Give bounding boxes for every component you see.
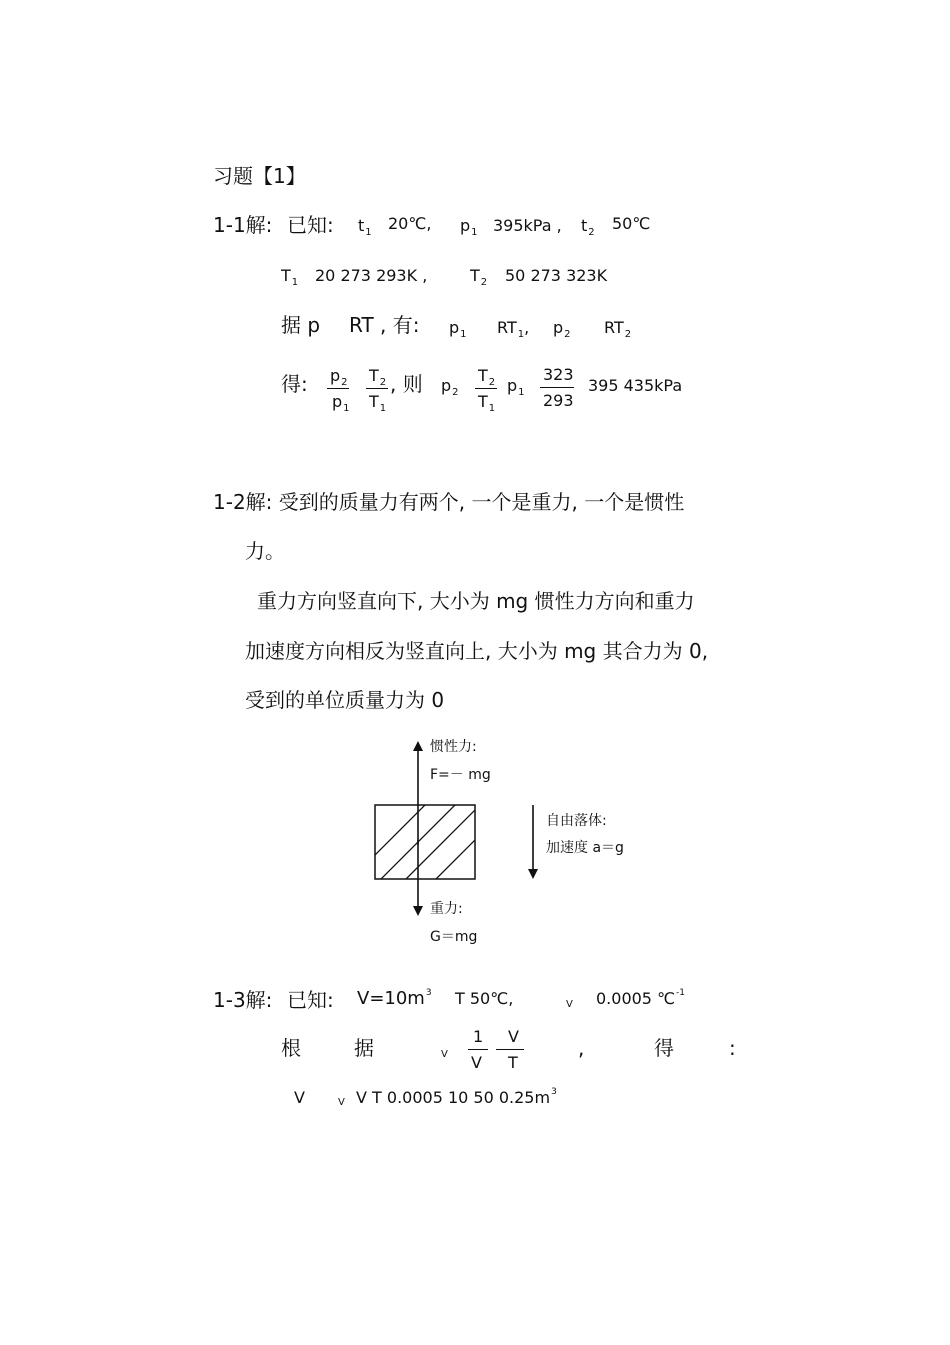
T2-symbol: $T_2$ bbox=[470, 266, 488, 288]
inertia-arrow bbox=[413, 741, 423, 845]
gravity-label: 重力: bbox=[430, 901, 463, 917]
volume-value: $V=10m^3$ bbox=[357, 988, 432, 1009]
problem-1-3-label: 1-3解: bbox=[213, 988, 273, 1012]
frac6-numerator: V bbox=[508, 1027, 519, 1046]
frac2-numerator: $T_2$ bbox=[369, 366, 387, 388]
T1-symbol: $T_1$ bbox=[281, 266, 299, 288]
known-label-3: 已知: bbox=[287, 988, 334, 1012]
frac2-denominator: $T_1$ bbox=[369, 392, 387, 414]
freefall-arrow bbox=[528, 805, 538, 879]
result-p1: $p_1$ bbox=[507, 376, 525, 398]
frac3-denominator: $T_1$ bbox=[478, 392, 496, 414]
t2-given: $t_2$ bbox=[581, 216, 595, 238]
frac1-numerator: $p_2$ bbox=[330, 366, 348, 388]
basis-text: 据 p bbox=[281, 313, 321, 337]
get-label: 得: bbox=[281, 372, 308, 396]
eq-rt2: $RT_2$ bbox=[604, 318, 632, 340]
frac6-denominator: T bbox=[508, 1053, 518, 1072]
inertia-force-label: 惯性力: bbox=[430, 739, 477, 755]
eq-rt1: $RT_1$, bbox=[497, 318, 530, 340]
rt-text: RT , 有: bbox=[349, 313, 420, 337]
falling-block bbox=[375, 805, 475, 879]
p1-given: $p_1$ bbox=[460, 216, 478, 238]
frac6-bar bbox=[496, 1049, 524, 1050]
page-title: 习题【1】 bbox=[213, 164, 306, 188]
calc-v: V bbox=[294, 1088, 305, 1107]
frac4-bar bbox=[540, 387, 574, 388]
comma-3: , bbox=[578, 1036, 585, 1060]
eq-p1: $p_1$ bbox=[449, 318, 467, 340]
result-p2: $p_2$ bbox=[441, 376, 459, 398]
force-diagram bbox=[360, 735, 660, 920]
frac4-numerator: 323 bbox=[543, 365, 574, 384]
t2-value: 50℃ bbox=[612, 214, 651, 233]
frac3-numerator: $T_2$ bbox=[478, 366, 496, 388]
t1-value: 20℃, bbox=[388, 214, 432, 233]
colon-3: : bbox=[729, 1036, 736, 1060]
problem-1-2-line2: 力。 bbox=[245, 539, 285, 563]
inertia-force-formula: F=－ mg bbox=[430, 767, 491, 783]
calc-result: V T 0.0005 10 50 $0.25m^3$ bbox=[356, 1087, 557, 1107]
problem-1-1-label: 1-1解: bbox=[213, 213, 273, 237]
frac2-bar bbox=[366, 388, 388, 389]
known-label: 已知: bbox=[287, 213, 334, 237]
problem-1-2-line5: 受到的单位质量力为 0 bbox=[245, 688, 445, 712]
beta-v-sub: V bbox=[566, 999, 573, 1010]
frac1-bar bbox=[327, 388, 349, 389]
block-hatching bbox=[375, 802, 483, 885]
then-text: , 则 bbox=[390, 372, 423, 396]
t1-given: $t_1$ bbox=[358, 216, 372, 238]
gen-char: 根 bbox=[281, 1036, 301, 1060]
gravity-arrow bbox=[413, 840, 423, 916]
eq-p2: $p_2$ bbox=[553, 318, 571, 340]
frac5-denominator: V bbox=[471, 1053, 482, 1072]
problem-1-2-line4: 加速度方向相反为竖直向上, 大小为 mg 其合力为 0, bbox=[245, 639, 709, 663]
frac5-bar bbox=[468, 1049, 488, 1050]
gravity-formula: G＝mg bbox=[430, 929, 478, 945]
delta-temp: T 50℃, bbox=[455, 989, 514, 1008]
problem-1-2-line1: 1-2解: 受到的质量力有两个, 一个是重力, 一个是惯性 bbox=[213, 490, 685, 514]
freefall-label: 自由落体: bbox=[546, 813, 607, 829]
frac3-bar bbox=[475, 388, 497, 389]
problem-1-2-line3: 重力方向竖直向下, 大小为 mg 惯性力方向和重力 bbox=[257, 589, 695, 613]
T2-expression: 50 273 323K bbox=[505, 266, 608, 285]
freefall-formula: 加速度 a＝g bbox=[546, 840, 624, 856]
frac5-numerator: 1 bbox=[473, 1027, 484, 1046]
frac4-denominator: 293 bbox=[543, 391, 574, 410]
ju-char: 据 bbox=[354, 1036, 374, 1060]
calc-beta-sub: V bbox=[338, 1097, 345, 1108]
result-value: 395 435kPa bbox=[588, 376, 683, 395]
p1-value: 395kPa , bbox=[493, 216, 562, 235]
frac1-denominator: $p_1$ bbox=[332, 392, 350, 414]
beta-v-sub-2: V bbox=[441, 1049, 448, 1060]
de-char: 得 bbox=[654, 1036, 674, 1060]
beta-value: 0.0005 ℃$^{-1}$ bbox=[596, 988, 686, 1008]
T1-expression: 20 273 293K , bbox=[315, 266, 428, 285]
